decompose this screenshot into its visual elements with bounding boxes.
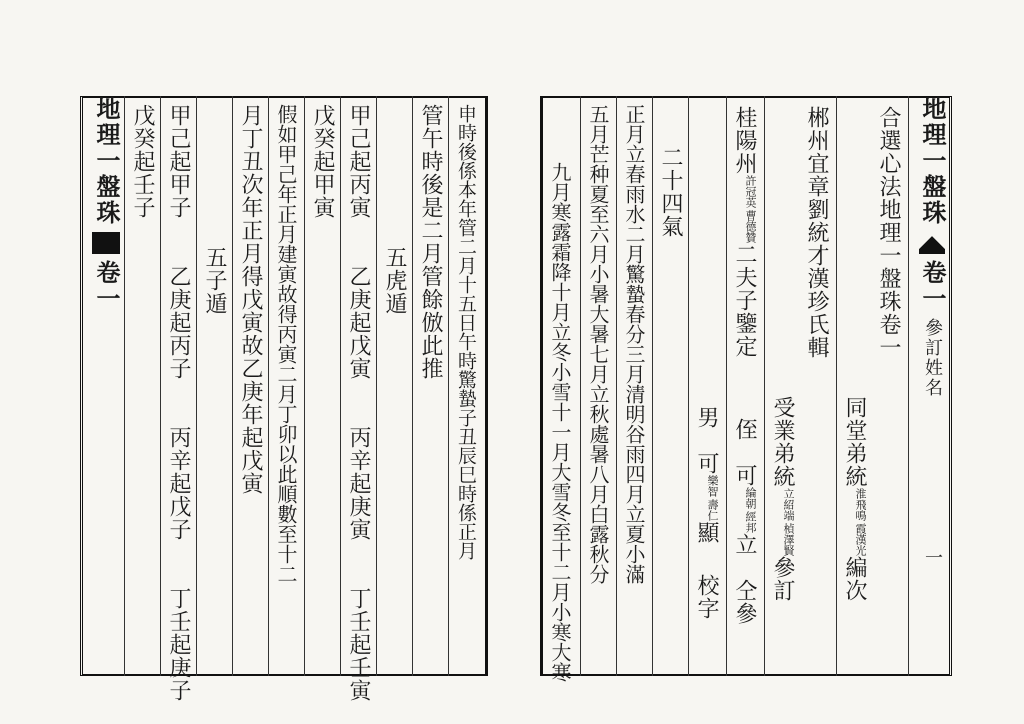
column-rule xyxy=(616,96,617,676)
column-rule xyxy=(726,96,727,676)
text-column: 甲己起丙寅 乙庚起戊寅 丙辛起庚寅 丁壬起壬寅 xyxy=(346,104,371,702)
column-rule xyxy=(412,96,413,676)
text-column: 月丁丑次年正月得戊寅故乙庚年起戊寅 xyxy=(238,104,263,495)
banner-title: 地理一盤珠 xyxy=(92,96,121,226)
column-rule xyxy=(652,96,653,676)
section-heading: 五虎遁 xyxy=(382,246,407,315)
column-rule xyxy=(908,96,909,676)
reviewer-main: 二夫子鑒定 xyxy=(732,243,757,358)
left-page-banner xyxy=(86,96,124,676)
proof-name: 顯 xyxy=(694,521,719,544)
banner-section: 參訂姓名 xyxy=(922,318,943,398)
editor-tail: 參訂 xyxy=(770,556,795,602)
column-rule xyxy=(232,96,233,676)
fishtail-mark xyxy=(919,232,945,254)
column-rule xyxy=(268,96,269,676)
banner-juan: 卷一 xyxy=(918,260,947,312)
text-column: 戊癸起甲寅 xyxy=(310,104,335,219)
compiler-main: 郴州宜章劉統才漢珍氏輯 xyxy=(804,106,829,359)
compiler-tail: 編次 xyxy=(842,556,867,602)
column-rule xyxy=(448,96,449,676)
proofreader-column xyxy=(692,406,720,670)
page-number: 一 xyxy=(922,548,943,568)
name-pair xyxy=(744,487,756,533)
name-sub: 立紹端 xyxy=(782,488,795,521)
name-sub: 許冠英 xyxy=(744,175,757,208)
column-rule xyxy=(376,96,377,676)
text-column: 正月立春雨水二月驚蟄春分三月清明谷雨四月立夏小滿 xyxy=(622,104,646,584)
name-pair xyxy=(854,488,866,556)
column-rule xyxy=(160,96,161,676)
column-rule xyxy=(688,96,689,676)
column-rule xyxy=(304,96,305,676)
name-sub: 楨澤賢 xyxy=(782,523,795,556)
text-column: 戊癸起壬子 xyxy=(130,104,155,219)
text-column: 管午時後是二月管餘倣此推 xyxy=(418,104,443,380)
reviewer-place: 桂陽州 xyxy=(732,106,757,175)
editor-column xyxy=(768,396,796,670)
column-rule xyxy=(196,96,197,676)
column-rule xyxy=(124,96,125,676)
column-rule xyxy=(764,96,765,676)
proof-tail: 校字 xyxy=(694,574,719,620)
name-sub: 樂智 xyxy=(706,475,719,497)
right-page-banner xyxy=(912,96,950,676)
left-page xyxy=(80,96,488,702)
name-pair xyxy=(782,488,794,556)
book-title-column: 合選心法地理一盤珠卷一 xyxy=(876,106,901,359)
text-column: 假如甲己年正月建寅故得丙寅二月丁卯以此順數至十二 xyxy=(274,104,298,584)
text-column: 甲己起甲子 乙庚起丙子 丙辛起戊子 丁壬起庚子 xyxy=(166,104,191,702)
name-pair xyxy=(744,175,756,243)
name-sub: 霞漢光 xyxy=(854,523,867,556)
name-sub: 曹德贊 xyxy=(744,210,757,243)
text-column: 五月芒种夏至六月小暑大暑七月立秋處暑八月白露秋分 xyxy=(586,104,610,584)
proof-role: 男 可 xyxy=(694,406,719,475)
reviewer-tail: 立 仝參 xyxy=(732,533,757,625)
section-heading: 五子遁 xyxy=(202,246,227,315)
column-rule xyxy=(340,96,341,676)
name-sub: 淮飛鳴 xyxy=(854,488,867,521)
fishtail-mark xyxy=(92,232,120,254)
banner-juan: 卷一 xyxy=(92,260,121,312)
name-sub: 經邦 xyxy=(744,511,757,533)
reviewer-role: 侄 可 xyxy=(732,418,757,487)
compiler-assistant-column xyxy=(840,396,868,670)
text-column: 申時後係本年管二月十五日午時驚蟄子丑辰巳時係正月 xyxy=(455,104,477,560)
text-column: 九月寒露霜降十月立冬小雪十一月大雪冬至十二月小寒大寒 xyxy=(548,162,572,682)
name-sub: 綸朝 xyxy=(744,487,757,509)
column-rule xyxy=(836,96,837,676)
banner-title: 地理一盤珠 xyxy=(918,96,947,226)
right-page xyxy=(540,96,952,682)
compiler-column xyxy=(802,106,830,670)
name-pair xyxy=(706,475,718,521)
section-heading: 二十四氣 xyxy=(658,146,683,238)
editor-role: 受業弟統 xyxy=(770,396,795,488)
reviewer-column xyxy=(730,106,758,670)
compiler-role: 同堂弟統 xyxy=(842,396,867,488)
name-sub: 壽仁 xyxy=(706,499,719,521)
column-rule xyxy=(580,96,581,676)
